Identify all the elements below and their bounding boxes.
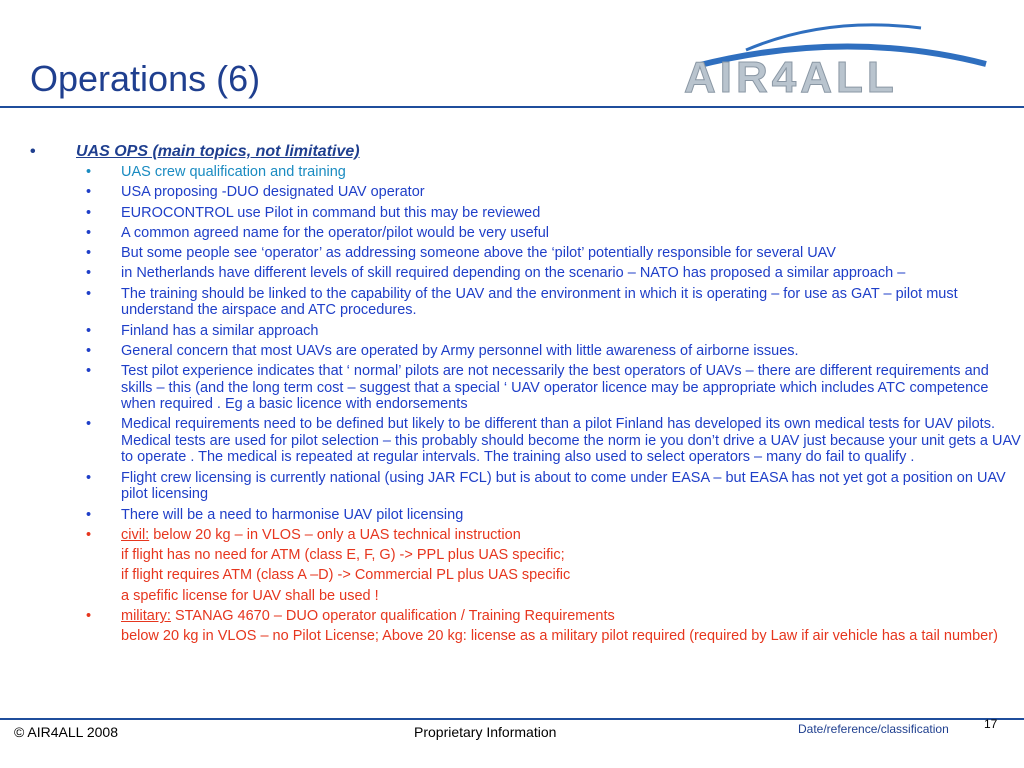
slide-title: Operations (6) — [30, 58, 261, 99]
list-item-continuation: if flight has no need for ATM (class E, F, G) -> PPL plus UAS specific; — [121, 547, 565, 564]
list-item: • A common agreed name for the operator/pilot would be very useful — [86, 224, 549, 241]
list-item-continuation: if flight requires ATM (class A –D) -> Commercial PL plus UAS specific — [121, 567, 571, 584]
military-label: military: — [121, 608, 171, 625]
footer-copyright: © AIR4ALL 2008 — [14, 724, 118, 740]
list-item: • Test pilot experience indicates that ‘ normal’ pilots are not necessarily the best operators of UAVs – there are different requirements and skills – this (and the long term cost – suggest that a special ‘ UAV operator licence may be appropriate which includes ATC competence when required . Eg a basic licence with endorsements — [86, 363, 989, 413]
page-number: 17 — [984, 717, 998, 731]
list-item: • Finland has a similar approach — [86, 322, 319, 339]
topic-list — [0, 164, 1024, 649]
logo-text: AIR4ALL — [684, 53, 898, 100]
list-item: • But some people see ‘operator’ as addressing someone above the ‘pilot’ potentially responsible for several UAV — [86, 245, 836, 262]
list-item: • UAS crew qualification and training — [86, 164, 346, 180]
list-item: • There will be a need to harmonise UAV pilot licensing — [86, 506, 464, 523]
list-item: • The training should be linked to the capability of the UAV and the environment in which it is operating – for use as GAT – pilot must understand the airspace and ATC procedures. — [86, 285, 958, 319]
title-divider — [0, 106, 1024, 108]
list-item: • General concern that most UAVs are operated by Army personnel with little awareness of airborne issues. — [86, 342, 799, 359]
list-item: • Flight crew licensing is currently national (using JAR FCL) but is about to come under EASA – but EASA has not yet got a position on UAV pilot licensing — [86, 469, 1006, 503]
list-item-continuation: below 20 kg in VLOS – no Pilot License; Above 20 kg: license as a military pilot required (required by Law if air vehicle has a tail number) — [121, 628, 998, 645]
list-item: • Medical requirements need to be defined but likely to be different than a pilot Finland has developed its own medical tests for UAV pilots. Medical tests are used for pilot selection – this probably should become the norm ie you don’t drive a UAV just because your unit gets a UAV to operate . The medical is repeated at regular intervals. The training also used to select operators – many do fail to qualify . — [86, 416, 1021, 466]
list-item: • USA proposing -DUO designated UAV operator — [86, 184, 425, 201]
list-item: • in Netherlands have different levels of skill required depending on the scenario – NATO has proposed a similar approach – — [86, 265, 906, 282]
topic-text: UAS OPS (main topics, not limitative) — [76, 143, 360, 160]
footer-classification: Date/reference/classification — [798, 722, 949, 736]
civil-label: civil: — [121, 526, 150, 543]
list-item-continuation: a spefific license for UAV shall be used ! — [121, 587, 379, 604]
topic-bullet: • — [30, 143, 36, 160]
air4all-logo — [676, 20, 994, 100]
footer-divider — [0, 718, 1024, 720]
footer-proprietary: Proprietary Information — [414, 724, 557, 740]
list-item: • EUROCONTROL use Pilot in command but this may be reviewed — [86, 204, 541, 221]
list-item-military: • military: STANAG 4670 – DUO operator qualification / Training Requirements — [86, 608, 615, 625]
list-item-civil: • civil: below 20 kg – in VLOS – only a UAS technical instruction — [86, 526, 521, 543]
